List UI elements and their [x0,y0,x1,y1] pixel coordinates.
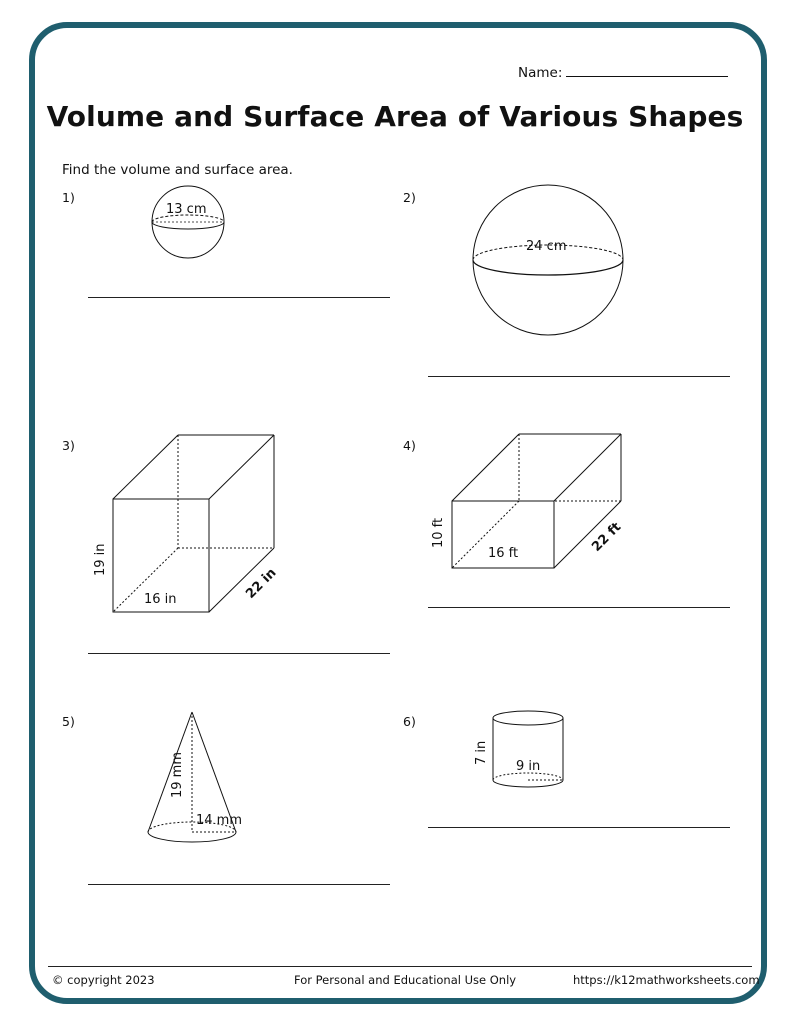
problem-4-height-label: 10 ft [431,517,446,548]
problem-1-number: 1) [62,190,75,205]
problem-2-label: 24 cm [526,239,567,254]
problem-6-number: 6) [403,714,416,729]
problem-5-height-label: 19 mm [170,751,185,798]
problem-5-number: 5) [62,714,75,729]
problem-6-height-label: 7 in [474,740,489,765]
footer-url[interactable]: https://k12mathworksheets.com [573,973,760,987]
problem-3-number: 3) [62,438,75,453]
problem-1-label: 13 cm [166,202,207,217]
problem-6-answer-line[interactable] [428,827,730,828]
footer-copyright: © copyright 2023 [52,973,155,987]
problem-3-height-label: 19 in [93,543,108,576]
footer-notice: For Personal and Educational Use Only [294,973,517,987]
problem-4-depth-label: 22 ft [589,519,625,555]
problem-4-width-label: 16 ft [488,546,519,561]
problem-6-radius-label: 9 in [516,759,541,774]
problem-4-number: 4) [403,438,416,453]
problem-3-width-label: 16 in [144,592,177,607]
problem-3-depth-label: 22 in [243,565,280,602]
footer-divider [48,966,752,967]
page-title: Volume and Surface Area of Various Shapes [46,100,744,133]
problem-5-radius-label: 14 mm [196,813,243,828]
instructions: Find the volume and surface area. [62,162,293,178]
name-label: Name: [518,65,563,81]
problem-2-number: 2) [403,190,416,205]
